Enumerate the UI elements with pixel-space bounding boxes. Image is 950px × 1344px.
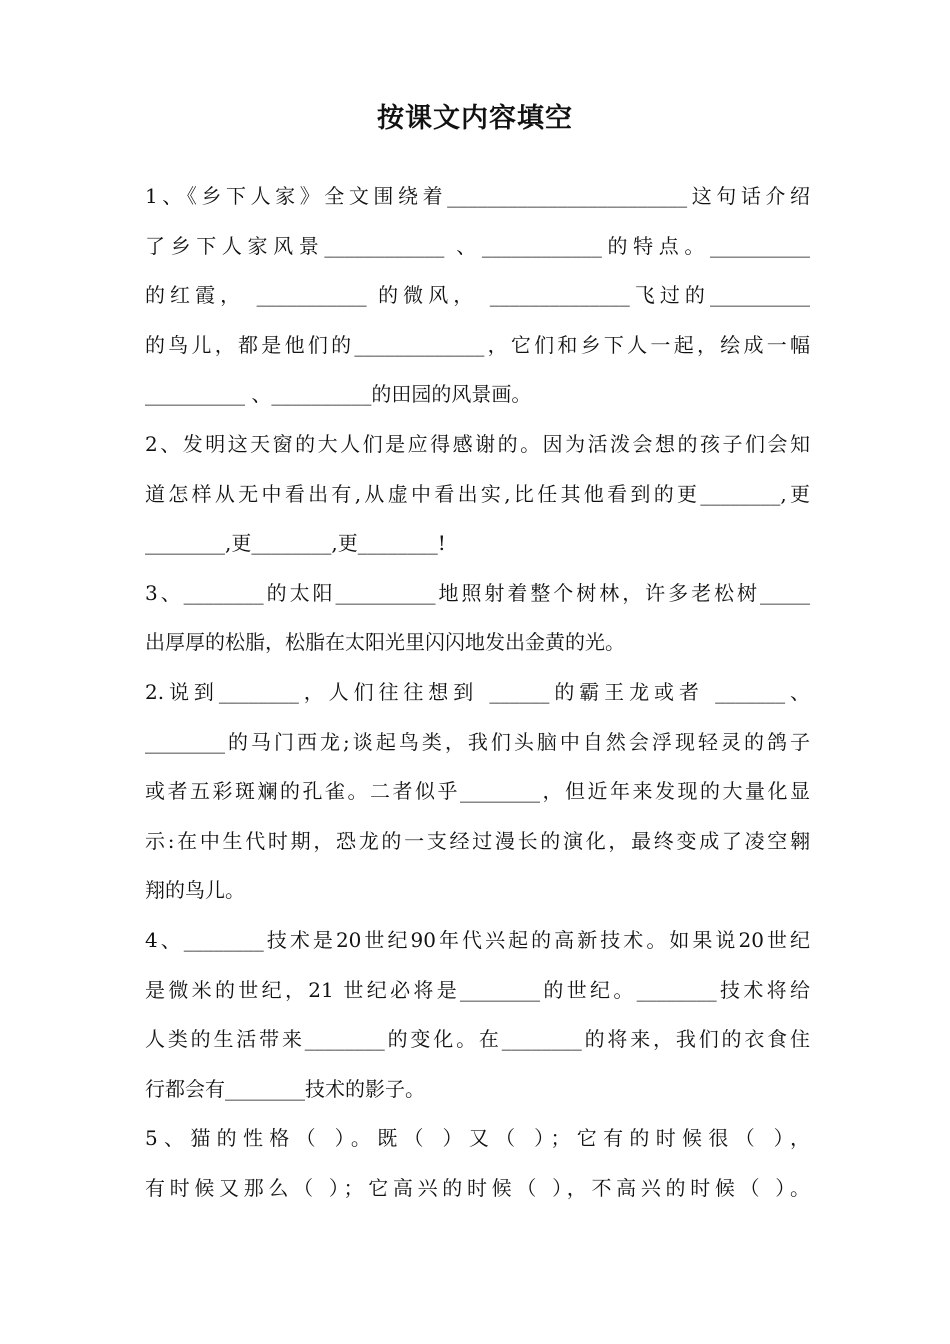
exercise-3-line-2: 出厚厚的松脂，松脂在太阳光里闪闪地发出金黄的光。 [145,630,625,655]
exercise-2b-line-1: 2.说到________，人们往往想到 ______的霸王龙或者 _______、 [145,679,810,704]
exercise-5-line-1: 5、猫的性格（ ）。既（ ）又（ ）；它有的时候很（ ）， [145,1126,810,1151]
exercise-1-line-4: 的鸟儿，都是他们的_____________，它们和乡下人一起，绘成一幅 [145,332,810,357]
exercise-4-line-2: 是微米的世纪，21 世纪必将是________的世纪。________技术将给 [145,977,810,1002]
exercise-body [145,176,810,1217]
page-title: 按课文内容填空 [377,103,573,134]
exercise-2b-line-3: 或者五彩斑斓的孔雀。二者似乎________，但近年来发现的大量化显 [145,779,810,804]
exercise-5-line-2: 有时候又那么（ ）；它高兴的时候（ ），不高兴的时候（ ）。 [145,1175,810,1200]
exercise-2-line-3: ________,更________,更________! [145,531,446,556]
exercise-2b-line-4: 示:在中生代时期，恐龙的一支经过漫长的演化，最终变成了凌空翱 [145,828,810,853]
exercise-2-line-2: 道怎样从无中看出有,从虚中看出实,比任其他看到的更________,更 [145,481,810,506]
exercise-2b-line-2: ________的马门西龙;谈起鸟类，我们头脑中自然会浮现轻灵的鸽子 [145,729,810,754]
exercise-2b-line-5: 翔的鸟儿。 [145,878,245,903]
exercise-4-line-3: 人类的生活带来________的变化。在________的将来，我们的衣食住 [145,1027,810,1052]
exercise-2-line-1: 2、发明这天窗的大人们是应得感谢的。因为活泼会想的孩子们会知 [145,431,810,456]
exercise-1-line-1: 1、《乡下人家》全文围绕着________________________这句话介绍 [145,184,810,208]
exercise-4-line-1: 4、________技术是20世纪90年代兴起的高新技术。如果说20世纪 [145,927,810,952]
exercise-3-line-1: 3、________的太阳__________地照射着整个树林，许多老松树_____ [145,580,810,605]
exercise-1-line-3: 的红霞， ___________ 的微风， ______________飞过的__________ [145,283,810,308]
exercise-4-line-4: 行都会有________技术的影子。 [145,1076,425,1101]
exercise-1-line-5: __________ 、__________的田园的风景画。 [145,382,532,407]
exercise-1-line-2: 了乡下人家风景____________ 、____________的特点。__________ [145,233,810,258]
